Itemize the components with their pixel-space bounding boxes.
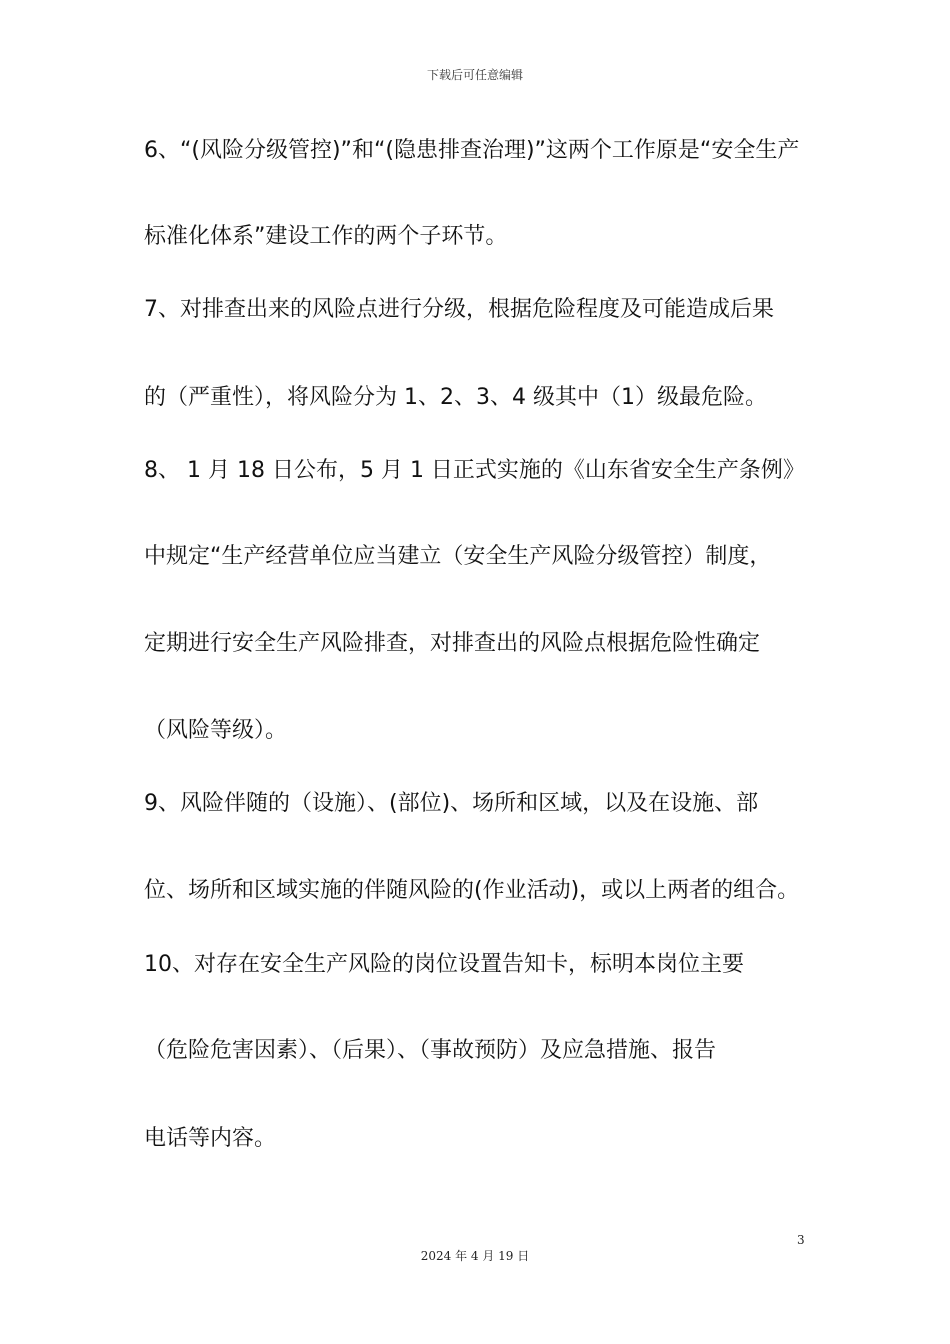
text-line-13: 电话等内容。 bbox=[144, 1126, 277, 1151]
text-line-10: 位、场所和区域实施的伴随风险的(作业活动)，或以上两者的组合。 bbox=[144, 878, 800, 903]
text-line-6: 中规定“生产经营单位应当建立（安全生产风险分级管控）制度， bbox=[144, 544, 772, 569]
page-number: 3 bbox=[797, 1233, 805, 1247]
text-line-4: 的（严重性），将风险分为 1、2、3、4 级其中（1）级最危险。 bbox=[144, 385, 767, 410]
text-line-2: 标准化体系”建设工作的两个子环节。 bbox=[144, 224, 508, 249]
text-line-11: 10、对存在安全生产风险的岗位设置告知卡，标明本岗位主要 bbox=[144, 952, 744, 977]
text-line-9: 9、风险伴随的（设施）、(部位)、场所和区域，以及在设施、部 bbox=[144, 791, 759, 816]
text-line-5: 8、 1 月 18 日公布，5 月 1 日正式实施的《山东省安全生产条例》 bbox=[144, 458, 805, 483]
text-line-12: （危险危害因素）、（后果）、（事故预防）及应急措施、报告 bbox=[144, 1038, 717, 1063]
footer-date: 2024 年 4 月 19 日 bbox=[420, 1249, 530, 1263]
text-line-3: 7、对排查出来的风险点进行分级，根据危险程度及可能造成后果 bbox=[144, 297, 774, 322]
text-line-7: 定期进行安全生产风险排查，对排查出的风险点根据危险性确定 bbox=[144, 631, 761, 656]
text-line-8: （风险等级）。 bbox=[144, 718, 288, 743]
text-line-1: 6、“(风险分级管控)”和“(隐患排查治理)”这两个工作原是“安全生产 bbox=[144, 138, 800, 163]
page-header: 下载后可任意编辑 bbox=[426, 68, 523, 82]
